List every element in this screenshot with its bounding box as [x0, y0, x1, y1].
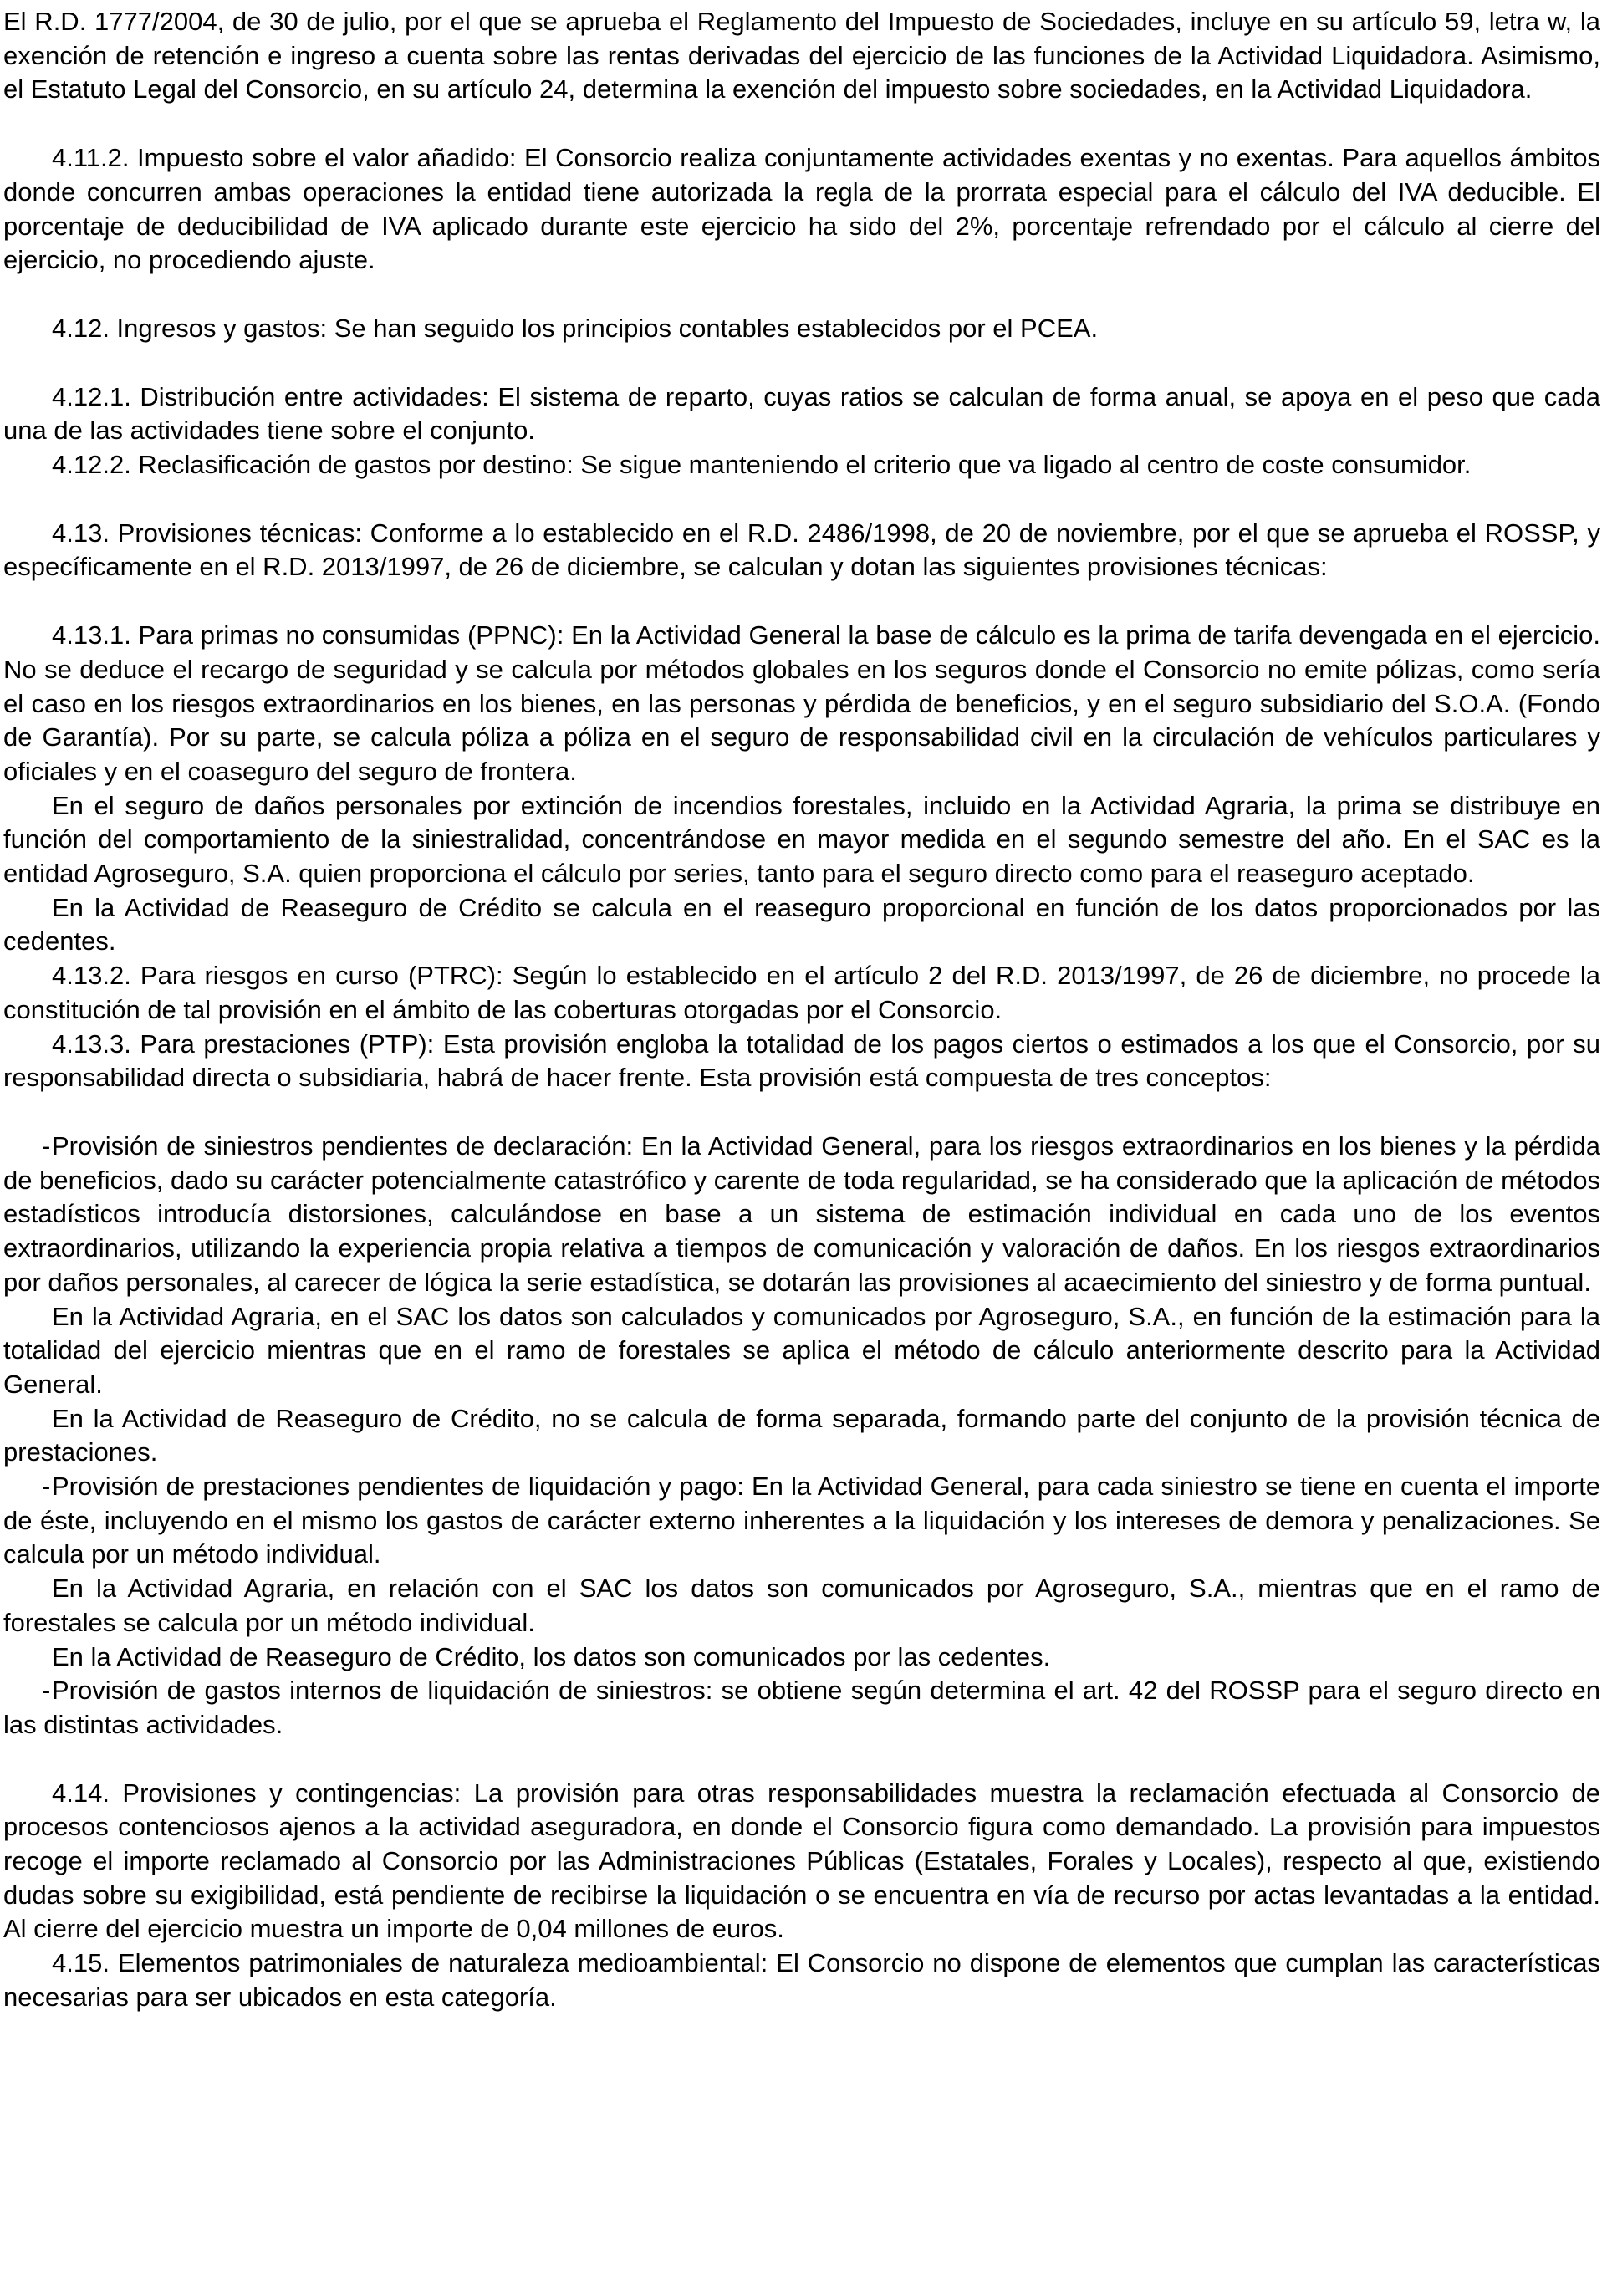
paragraph-4-13-2: 4.13.2. Para riesgos en curso (PTRC): Según lo establecido en el artículo 2 del R.D. 2013/1997, de 26 de diciembre, no procede la constitución de tal provisión en el ámbito de las coberturas otorgadas por el Consorcio.	[3, 961, 1600, 1024]
paragraph-4-13-1: 4.13.1. Para primas no consumidas (PPNC): En la Actividad General la base de cálculo es la prima de tarifa devengada en el ejercicio. No se deduce el recargo de seguridad y se calcula por métodos globales en los seguros donde el Consorcio no emite pólizas, como sería el caso en los riesgos extraordinarios en los bienes, en las personas y pérdida de beneficios, y en el seguro subsidiario del S.O.A. (Fondo de Garantía). Por su parte, se calcula póliza a póliza en el seguro de responsabilidad civil en la circulación de vehículos particulares y oficiales y en el coaseguro del seguro de frontera.	[3, 620, 1600, 786]
paragraph-agraria-liquidacion: En la Actividad Agraria, en relación con el SAC los datos son comunicados por Agroseguro, S.A., mientras que en el ramo de forestales se calcula por un método individual.	[3, 1574, 1600, 1637]
paragraph-credito-liquidacion: En la Actividad de Reaseguro de Crédito, los datos son comunicados por las cedentes.	[52, 1641, 1051, 1671]
dash-bullet: -	[42, 1676, 51, 1706]
paragraph-4-12: 4.12. Ingresos y gastos: Se han seguido los principios contables establecidos por el PCEA.	[52, 313, 1099, 343]
paragraph-4-12-2: 4.12.2. Reclasificación de gastos por destino: Se sigue manteniendo el criterio que va ligado al centro de coste consumidor.	[52, 450, 1472, 480]
paragraph-4-14: 4.14. Provisiones y contingencias: La provisión para otras responsabilidades muestra la reclamación efectuada al Consorcio de procesos contenciosos ajenos a la actividad aseguradora, en donde el Consorcio figura como demandado. La provisión para impuestos recoge el importe reclamado al Consorcio por las Administraciones Públicas (Estatales, Forales y Locales), respecto al que, existiendo dudas sobre su exigibilidad, está pendiente de recibirse la liquidación o se encuentra en vía de recurso por actas levantadas a la entidad. Al cierre del ejercicio muestra un importe de 0,04 millones de euros.	[3, 1778, 1600, 1944]
paragraph-rd-1777: El R.D. 1777/2004, de 30 de julio, por el que se aprueba el Reglamento del Impuesto de Sociedades, incluye en su artículo 59, letra w, la exención de retención e ingreso a cuenta sobre las rentas derivadas del ejercicio de las funciones de la Actividad Liquidadora. Asimismo, el Estatuto Legal del Consorcio, en su artículo 24, determina la exención del impuesto sobre sociedades, en la Actividad Liquidadora.	[3, 7, 1600, 105]
paragraph-forestales-primas: En el seguro de daños personales por extinción de incendios forestales, incluido en la Actividad Agraria, la prima se distribuye en función del comportamiento de la siniestralidad, concentrándose en mayor medida en el segundo semestre del año. En el SAC es la entidad Agroseguro, S.A. quien proporciona el cálculo por series, tanto para el seguro directo como para el reaseguro aceptado.	[3, 790, 1600, 889]
paragraph-4-12-1: 4.12.1. Distribución entre actividades: El sistema de reparto, cuyas ratios se calculan de forma anual, se apoya en el peso que cada una de las actividades tiene sobre el conjunto.	[3, 381, 1600, 446]
dash-bullet: -	[42, 1472, 51, 1502]
paragraph-4-11-2: 4.11.2. Impuesto sobre el valor añadido: El Consorcio realiza conjuntamente actividades exentas y no exentas. Para aquellos ámbitos donde concurren ambas operaciones la entidad tiene autorizada la regla de la prorrata especial para el cálculo del IVA deducible. El porcentaje de deducibilidad de IVA aplicado durante este ejercicio ha sido del 2%, porcentaje refrendado por el cálculo al cierre del ejercicio, no procediendo ajuste.	[3, 143, 1600, 275]
paragraph-credito-primas: En la Actividad de Reaseguro de Crédito se calcula en el reaseguro proporcional en función de los datos proporcionados por las cedentes.	[3, 892, 1600, 957]
paragraph-4-13: 4.13. Provisiones técnicas: Conforme a lo establecido en el R.D. 2486/1998, de 20 de noviembre, por el que se aprueba el ROSSP, y específicamente en el R.D. 2013/1997, de 26 de diciembre, se calculan y dotan las siguientes provisiones técnicas:	[3, 518, 1600, 582]
list-item-text: Provisión de prestaciones pendientes de liquidación y pago: En la Actividad General, para cada siniestro se tiene en cuenta el importe de éste, incluyendo en el mismo los gastos de carácter externo inherentes a la liquidación y los intereses de demora y penalizaciones. Se calcula por un método individual.	[3, 1472, 1600, 1569]
dash-bullet: -	[42, 1130, 51, 1161]
list-item-siniestros-pendientes-declaracion	[3, 1130, 1600, 1300]
list-item-prestaciones-pendientes-liquidacion	[3, 1470, 1600, 1572]
paragraph-4-13-3: 4.13.3. Para prestaciones (PTP): Esta provisión engloba la totalidad de los pagos ciertos o estimados a los que el Consorcio, por su responsabilidad directa o subsidiaria, habrá de hacer frente. Esta provisión está compuesta de tres conceptos:	[3, 1028, 1600, 1093]
list-item-text: Provisión de siniestros pendientes de declaración: En la Actividad General, para los riesgos extraordinarios en los bienes y la pérdida de beneficios, dado su carácter potencialmente catastrófico y carente de toda regularidad, se ha considerado que la aplicación de métodos estadísticos introducía distorsiones, calculándose en base a un sistema de estimación individual en cada uno de los eventos extraordinarios, utilizando la experiencia propia relativa a tiempos de comunicación y valoración de daños. En los riesgos extraordinarios por daños personales, al carecer de lógica la serie estadística, se dotarán las provisiones al acaecimiento del siniestro y de forma puntual.	[3, 1130, 1600, 1297]
paragraph-credito-declaracion: En la Actividad de Reaseguro de Crédito, no se calcula de forma separada, formando parte del conjunto de la provisión técnica de prestaciones.	[3, 1403, 1600, 1467]
list-item-gastos-internos-liquidacion	[3, 1674, 1600, 1742]
paragraph-agraria-declaracion: En la Actividad Agraria, en el SAC los datos son calculados y comunicados por Agroseguro, S.A., en función de la estimación para la totalidad del ejercicio mientras que en el ramo de forestales se aplica el método de cálculo anteriormente descrito para la Actividad General.	[3, 1301, 1600, 1399]
paragraph-4-15: 4.15. Elementos patrimoniales de naturaleza medioambiental: El Consorcio no dispone de elementos que cumplan las características necesarias para ser ubicados en esta categoría.	[3, 1948, 1600, 2012]
list-item-text: Provisión de gastos internos de liquidación de siniestros: se obtiene según determina el art. 42 del ROSSP para el seguro directo en las distintas actividades.	[3, 1676, 1600, 1739]
